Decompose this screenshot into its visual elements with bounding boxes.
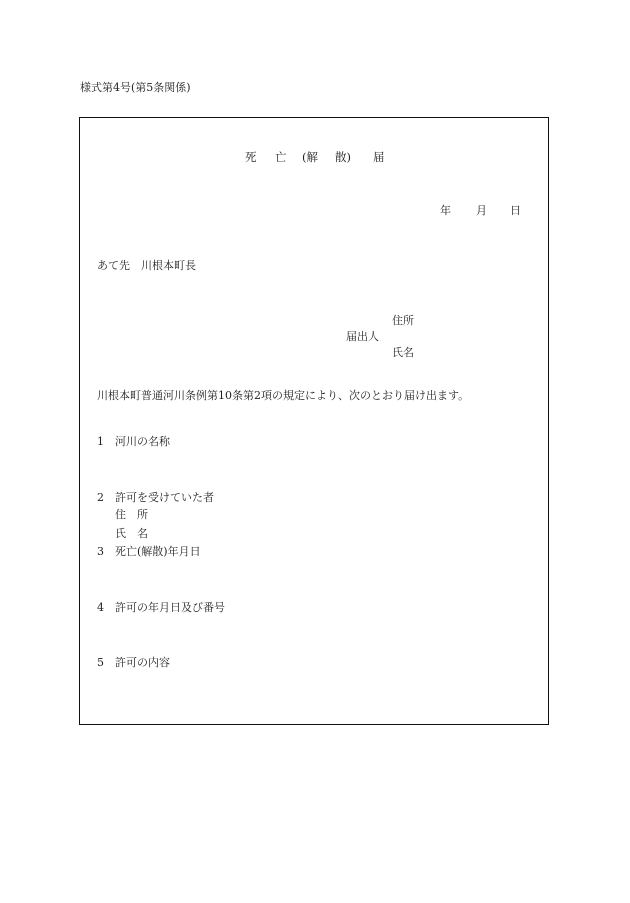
item-1-label: 河川の名称 [115,435,170,448]
title-char-2: 亡 [275,150,287,164]
title-char-5: 届 [373,150,385,164]
applicant-address-label: 住所 [392,314,414,327]
item-4-label: 許可の年月日及び番号 [115,601,225,614]
item-5-number: 5 [97,656,104,669]
item-3-number: 3 [97,545,104,558]
item-4-number: 4 [97,601,104,614]
addressee: あて先 川根本町長 [97,259,196,272]
statement-text: 川根本町普通河川条例第10条第2項の規定により、次のとおり届け出ます。 [97,389,470,402]
item-2-name-label: 氏 名 [115,527,148,540]
item-3-label: 死亡(解散)年月日 [115,545,201,558]
title-char-4: 散) [335,150,351,164]
item-2-address-label: 住 所 [115,508,148,521]
date-month-label: 月 [476,204,487,217]
notifier-label: 届出人 [346,330,379,343]
item-5-label: 許可の内容 [115,656,170,669]
title-char-3: (解 [302,150,318,164]
date-year-label: 年 [440,204,451,217]
applicant-name-label: 氏名 [392,346,414,359]
form-number-label: 様式第4号(第5条関係) [80,81,191,94]
item-2-label: 許可を受けていた者 [115,491,214,504]
title-char-1: 死 [245,150,257,164]
item-1-number: 1 [97,435,104,448]
date-day-label: 日 [510,204,521,217]
item-2-number: 2 [97,491,104,504]
